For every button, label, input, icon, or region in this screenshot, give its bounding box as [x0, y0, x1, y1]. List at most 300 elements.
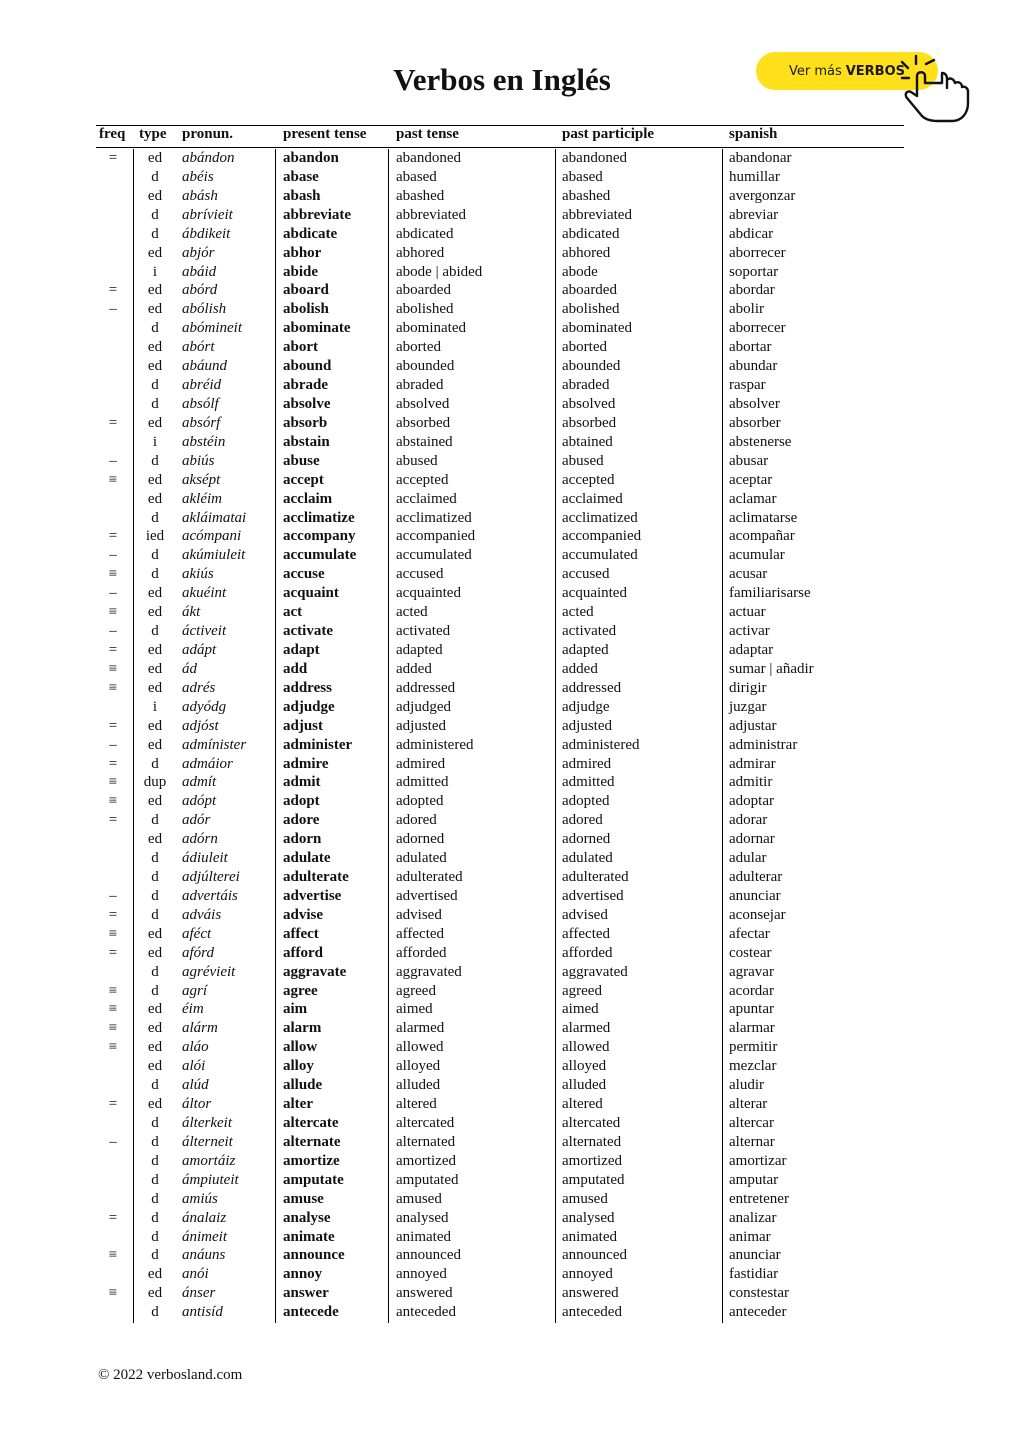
type-cell: ied [145, 528, 165, 545]
freq-cell: = [108, 944, 118, 961]
spanish-cell: agravar [729, 963, 774, 980]
spanish-cell: alarmar [729, 1020, 775, 1037]
past-tense-cell: adjusted [396, 717, 446, 734]
table-row [0, 887, 1024, 906]
present-tense-cell: admit [283, 774, 321, 791]
type-cell: ed [147, 244, 163, 261]
pronunciation-cell: alárm [182, 1020, 218, 1037]
past-participle-cell: afforded [562, 944, 613, 961]
pronunciation-cell: adórn [182, 831, 218, 848]
type-cell: ed [147, 1039, 163, 1056]
past-participle-cell: abused [562, 452, 604, 469]
table-row [0, 149, 1024, 168]
spanish-cell: animar [729, 1228, 771, 1245]
spanish-cell: absorber [729, 414, 781, 431]
spanish-cell: adorar [729, 812, 768, 829]
spanish-cell: acompañar [729, 528, 795, 545]
type-cell: d [151, 850, 159, 867]
spanish-cell: aclamar [729, 490, 777, 507]
past-participle-cell: acclaimed [562, 490, 623, 507]
type-cell: ed [147, 301, 163, 318]
table-row [0, 490, 1024, 509]
spanish-cell: anunciar [729, 887, 781, 904]
spanish-cell: familiarisarse [729, 585, 811, 602]
type-cell: ed [147, 1285, 163, 1302]
past-participle-cell: administered [562, 736, 640, 753]
pronunciation-cell: ákt [182, 604, 201, 621]
type-cell: i [152, 698, 158, 715]
type-cell: ed [147, 1266, 163, 1283]
table-row [0, 376, 1024, 395]
type-cell: ed [147, 358, 163, 375]
spanish-cell: permitir [729, 1039, 778, 1056]
past-participle-cell: added [562, 660, 598, 677]
freq-cell: ≡ [108, 679, 118, 696]
type-cell: d [151, 755, 159, 772]
present-tense-cell: absolve [283, 395, 331, 412]
present-tense-cell: abdicate [283, 225, 338, 242]
present-tense-cell: animate [283, 1228, 335, 1245]
present-tense-cell: amortize [283, 1152, 340, 1169]
past-participle-cell: admired [562, 755, 612, 772]
pronunciation-cell: abásh [182, 187, 218, 204]
spanish-cell: absolver [729, 395, 780, 412]
freq-cell: – [109, 585, 117, 602]
past-tense-cell: abolished [396, 301, 454, 318]
table-row [0, 679, 1024, 698]
past-participle-cell: aboarded [562, 282, 617, 299]
past-participle-cell: abdicated [562, 225, 620, 242]
present-tense-cell: adopt [283, 793, 320, 810]
past-tense-cell: annoyed [396, 1266, 447, 1283]
freq-cell: = [108, 641, 118, 658]
past-participle-cell: abhored [562, 244, 611, 261]
table-row [0, 1057, 1024, 1076]
present-tense-cell: adulterate [283, 869, 349, 886]
past-tense-cell: adorned [396, 831, 445, 848]
table-row [0, 584, 1024, 603]
type-cell: ed [147, 1001, 163, 1018]
table-row [0, 1038, 1024, 1057]
type-cell: d [151, 887, 159, 904]
past-participle-cell: abtained [562, 433, 613, 450]
freq-cell: – [109, 547, 117, 564]
past-participle-cell: aborted [562, 339, 607, 356]
past-tense-cell: accumulated [396, 547, 472, 564]
past-participle-cell: alluded [562, 1077, 607, 1094]
past-participle-cell: abraded [562, 377, 610, 394]
table-row [0, 433, 1024, 452]
table-row [0, 963, 1024, 982]
past-participle-cell: adopted [562, 793, 610, 810]
past-tense-cell: abashed [396, 187, 445, 204]
past-tense-cell: adulterated [396, 869, 463, 886]
present-tense-cell: amuse [283, 1190, 324, 1207]
past-tense-cell: answered [396, 1285, 453, 1302]
pronunciation-cell: acómpani [182, 528, 242, 545]
spanish-cell: adaptar [729, 641, 774, 658]
spanish-cell: activar [729, 623, 770, 640]
pronunciation-cell: admínister [182, 736, 247, 753]
table-row [0, 263, 1024, 282]
past-tense-cell: anteceded [396, 1304, 456, 1321]
present-tense-cell: acclimatize [283, 509, 355, 526]
spanish-cell: entretener [729, 1190, 789, 1207]
spanish-cell: raspar [729, 377, 766, 394]
past-tense-cell: aboarded [396, 282, 451, 299]
freq-cell: ≡ [108, 925, 118, 942]
past-tense-cell: afforded [396, 944, 447, 961]
past-tense-cell: abused [396, 452, 438, 469]
past-participle-cell: abolished [562, 301, 620, 318]
past-participle-cell: advised [562, 906, 608, 923]
type-cell: d [151, 320, 159, 337]
type-cell: ed [147, 641, 163, 658]
pronunciation-cell: abstéin [182, 433, 226, 450]
table-row [0, 546, 1024, 565]
past-tense-cell: abode | abided [396, 263, 483, 280]
past-tense-cell: acclaimed [396, 490, 457, 507]
pronunciation-cell: antisíd [182, 1304, 223, 1321]
past-tense-cell: adjudged [396, 698, 451, 715]
present-tense-cell: alarm [283, 1020, 322, 1037]
past-tense-cell: abominated [396, 320, 466, 337]
freq-cell: ≡ [108, 1247, 118, 1264]
past-participle-cell: annoyed [562, 1266, 613, 1283]
present-tense-cell: advertise [283, 887, 342, 904]
pronunciation-cell: akiús [182, 566, 214, 583]
past-participle-cell: absolved [562, 395, 616, 412]
freq-cell: ≡ [108, 1285, 118, 1302]
past-participle-cell: addressed [562, 679, 622, 696]
spanish-cell: fastidiar [729, 1266, 779, 1283]
past-participle-cell: adored [562, 812, 603, 829]
past-participle-cell: advertised [562, 887, 624, 904]
freq-cell: = [108, 717, 118, 734]
table-row [0, 168, 1024, 187]
type-cell: d [151, 1115, 159, 1132]
freq-cell: = [108, 812, 118, 829]
spanish-cell: adjustar [729, 717, 777, 734]
past-participle-cell: alternated [562, 1133, 622, 1150]
past-tense-cell: amortized [396, 1152, 456, 1169]
past-tense-cell: abdicated [396, 225, 454, 242]
pronunciation-cell: akláimatai [182, 509, 247, 526]
type-cell: d [151, 395, 159, 412]
table-row [0, 281, 1024, 300]
table-row [0, 773, 1024, 792]
spanish-cell: actuar [729, 604, 766, 621]
spanish-cell: admitir [729, 774, 773, 791]
table-row [0, 830, 1024, 849]
spanish-cell: mezclar [729, 1058, 777, 1075]
type-cell: ed [147, 793, 163, 810]
column-header-spanish: spanish [729, 126, 778, 142]
pronunciation-cell: ád [182, 660, 197, 677]
table-row [0, 338, 1024, 357]
type-cell: ed [147, 490, 163, 507]
table-row [0, 395, 1024, 414]
pronunciation-cell: aféct [182, 925, 212, 942]
type-cell: d [151, 982, 159, 999]
past-participle-cell: adjudge [562, 698, 610, 715]
freq-cell: ≡ [108, 793, 118, 810]
table-row [0, 944, 1024, 963]
present-tense-cell: aim [283, 1001, 308, 1018]
pronunciation-cell: adváis [182, 906, 222, 923]
present-tense-cell: adapt [283, 641, 320, 658]
past-tense-cell: amputated [396, 1171, 459, 1188]
pronunciation-cell: amortáiz [182, 1152, 236, 1169]
spanish-cell: abreviar [729, 206, 779, 223]
table-row [0, 792, 1024, 811]
past-tense-cell: abbreviated [396, 206, 466, 223]
type-cell: d [151, 623, 159, 640]
spanish-cell: avergonzar [729, 187, 796, 204]
type-cell: ed [147, 831, 163, 848]
type-cell: d [151, 452, 159, 469]
pronunciation-cell: agrévieit [182, 963, 236, 980]
pronunciation-cell: áltor [182, 1096, 212, 1113]
table-row [0, 1246, 1024, 1265]
pronunciation-cell: éim [182, 1001, 204, 1018]
spanish-cell: aborrecer [729, 320, 786, 337]
pronunciation-cell: abáid [182, 263, 217, 280]
present-tense-cell: adulate [283, 850, 331, 867]
table-row [0, 925, 1024, 944]
past-tense-cell: admitted [396, 774, 449, 791]
table-row [0, 603, 1024, 622]
type-cell: d [151, 1228, 159, 1245]
table-row [0, 1114, 1024, 1133]
pronunciation-cell: absórf [182, 414, 221, 431]
type-cell: d [151, 1304, 159, 1321]
spanish-cell: abundar [729, 358, 778, 375]
table-row [0, 1284, 1024, 1303]
spanish-cell: juzgar [729, 698, 767, 715]
freq-cell: = [108, 755, 118, 772]
present-tense-cell: adore [283, 812, 320, 829]
type-cell: dup [143, 774, 167, 791]
freq-cell: = [108, 1209, 118, 1226]
present-tense-cell: absorb [283, 414, 328, 431]
past-tense-cell: accepted [396, 471, 449, 488]
past-participle-cell: adjusted [562, 717, 612, 734]
pronunciation-cell: ánimeit [182, 1228, 227, 1245]
table-row [0, 527, 1024, 546]
type-cell: ed [147, 187, 163, 204]
past-participle-cell: acquainted [562, 585, 627, 602]
present-tense-cell: accompany [283, 528, 356, 545]
past-participle-cell: abashed [562, 187, 611, 204]
present-tense-cell: accumulate [283, 547, 357, 564]
freq-cell: ≡ [108, 1001, 118, 1018]
present-tense-cell: abuse [283, 452, 320, 469]
past-tense-cell: acclimatized [396, 509, 472, 526]
pronunciation-cell: ábdikeit [182, 225, 231, 242]
present-tense-cell: adorn [283, 831, 322, 848]
freq-cell: ≡ [108, 1039, 118, 1056]
pointing-hand-icon [900, 54, 980, 124]
pronunciation-cell: absólf [182, 395, 219, 412]
cta-emphasis: VERBOS [845, 63, 906, 79]
type-cell: d [151, 566, 159, 583]
type-cell: ed [147, 1096, 163, 1113]
table-row [0, 187, 1024, 206]
past-tense-cell: abhored [396, 244, 445, 261]
table-row [0, 509, 1024, 528]
pronunciation-cell: abiús [182, 452, 215, 469]
type-cell: d [151, 869, 159, 886]
spanish-cell: adular [729, 850, 767, 867]
type-cell: d [151, 1209, 159, 1226]
table-row [0, 1095, 1024, 1114]
past-tense-cell: abandoned [396, 150, 461, 166]
past-tense-cell: abraded [396, 377, 444, 394]
column-header-freq: freq [99, 126, 126, 142]
present-tense-cell: abide [283, 263, 319, 280]
spanish-cell: costear [729, 944, 772, 961]
pronunciation-cell: adópt [182, 793, 217, 810]
spanish-cell: aconsejar [729, 906, 786, 923]
present-tense-cell: accept [283, 471, 324, 488]
present-tense-cell: adjust [283, 717, 324, 734]
present-tense-cell: admire [283, 755, 329, 772]
page-title: Verbos en Inglés [393, 62, 611, 97]
table-row [0, 225, 1024, 244]
present-tense-cell: alternate [283, 1133, 341, 1150]
type-cell: ed [147, 660, 163, 677]
type-cell: d [151, 1077, 159, 1094]
pronunciation-cell: alói [182, 1058, 206, 1075]
past-tense-cell: acquainted [396, 585, 461, 602]
spanish-cell: administrar [729, 736, 798, 753]
freq-cell: – [109, 1133, 117, 1150]
table-row [0, 698, 1024, 717]
past-participle-cell: activated [562, 623, 617, 640]
spanish-cell: abdicar [729, 225, 774, 242]
present-tense-cell: act [283, 604, 303, 621]
freq-cell: ≡ [108, 1020, 118, 1037]
present-tense-cell: abash [283, 187, 321, 204]
past-participle-cell: animated [562, 1228, 617, 1245]
past-participle-cell: abandoned [562, 150, 627, 166]
spanish-cell: amputar [729, 1171, 779, 1188]
type-cell: d [151, 168, 159, 185]
spanish-cell: acusar [729, 566, 768, 583]
spanish-cell: altercar [729, 1115, 774, 1132]
past-tense-cell: announced [396, 1247, 461, 1264]
past-tense-cell: added [396, 660, 432, 677]
spanish-cell: abortar [729, 339, 772, 356]
past-participle-cell: abominated [562, 320, 632, 337]
spanish-cell: alterar [729, 1096, 768, 1113]
past-participle-cell: anteceded [562, 1304, 622, 1321]
pronunciation-cell: ádiuleit [182, 850, 228, 867]
pronunciation-cell: adyódg [182, 698, 227, 715]
past-tense-cell: alarmed [396, 1020, 445, 1037]
type-cell: ed [147, 944, 163, 961]
past-tense-cell: abounded [396, 358, 455, 375]
past-tense-cell: abased [396, 168, 437, 185]
pronunciation-cell: abórd [182, 282, 218, 299]
spanish-cell: acordar [729, 982, 774, 999]
past-participle-cell: amused [562, 1190, 608, 1207]
past-tense-cell: altercated [396, 1115, 455, 1132]
type-cell: d [151, 509, 159, 526]
pronunciation-cell: abrívieit [182, 206, 233, 223]
spanish-cell: constestar [729, 1285, 789, 1302]
spanish-cell: apuntar [729, 1001, 774, 1018]
freq-cell: ≡ [108, 566, 118, 583]
past-tense-cell: aggravated [396, 963, 462, 980]
past-tense-cell: administered [396, 736, 474, 753]
present-tense-cell: alloy [283, 1058, 314, 1075]
past-participle-cell: absorbed [562, 414, 617, 431]
type-cell: ed [147, 1020, 163, 1037]
spanish-cell: adulterar [729, 869, 783, 886]
pronunciation-cell: anáuns [182, 1247, 226, 1264]
table-row [0, 641, 1024, 660]
past-participle-cell: adulated [562, 850, 613, 867]
type-cell: d [151, 906, 159, 923]
past-participle-cell: amortized [562, 1152, 622, 1169]
spanish-cell: abstenerse [729, 433, 792, 450]
past-participle-cell: amputated [562, 1171, 625, 1188]
type-cell: d [151, 225, 159, 242]
verb-table-body [0, 149, 1024, 1322]
past-participle-cell: altercated [562, 1115, 621, 1132]
spanish-cell: acumular [729, 547, 785, 564]
type-cell: ed [147, 282, 163, 299]
spanish-cell: abordar [729, 282, 775, 299]
past-participle-cell: aimed [562, 1001, 599, 1018]
type-cell: d [151, 812, 159, 829]
spanish-cell: afectar [729, 925, 770, 942]
past-tense-cell: alloyed [396, 1058, 441, 1075]
past-tense-cell: admired [396, 755, 446, 772]
pronunciation-cell: aksépt [182, 471, 221, 488]
type-cell: ed [147, 736, 163, 753]
table-row [0, 1076, 1024, 1095]
past-tense-cell: altered [396, 1096, 437, 1113]
freq-cell: = [108, 150, 118, 166]
present-tense-cell: abolish [283, 301, 329, 318]
freq-cell: – [109, 736, 117, 753]
table-row [0, 1265, 1024, 1284]
spanish-cell: abusar [729, 452, 769, 469]
present-tense-cell: affect [283, 925, 319, 942]
table-row [0, 206, 1024, 225]
type-cell: ed [147, 585, 163, 602]
type-cell: ed [147, 1058, 163, 1075]
present-tense-cell: aggravate [283, 963, 347, 980]
freq-cell: – [109, 301, 117, 318]
present-tense-cell: accuse [283, 566, 325, 583]
spanish-cell: soportar [729, 263, 779, 280]
pronunciation-cell: amiús [182, 1190, 218, 1207]
past-participle-cell: accepted [562, 471, 615, 488]
past-tense-cell: activated [396, 623, 451, 640]
past-participle-cell: accompanied [562, 528, 642, 545]
type-cell: ed [147, 339, 163, 356]
present-tense-cell: abominate [283, 320, 351, 337]
type-cell: i [152, 433, 158, 450]
past-tense-cell: absolved [396, 395, 450, 412]
table-row [0, 982, 1024, 1001]
past-tense-cell: alternated [396, 1133, 456, 1150]
present-tense-cell: add [283, 660, 308, 677]
